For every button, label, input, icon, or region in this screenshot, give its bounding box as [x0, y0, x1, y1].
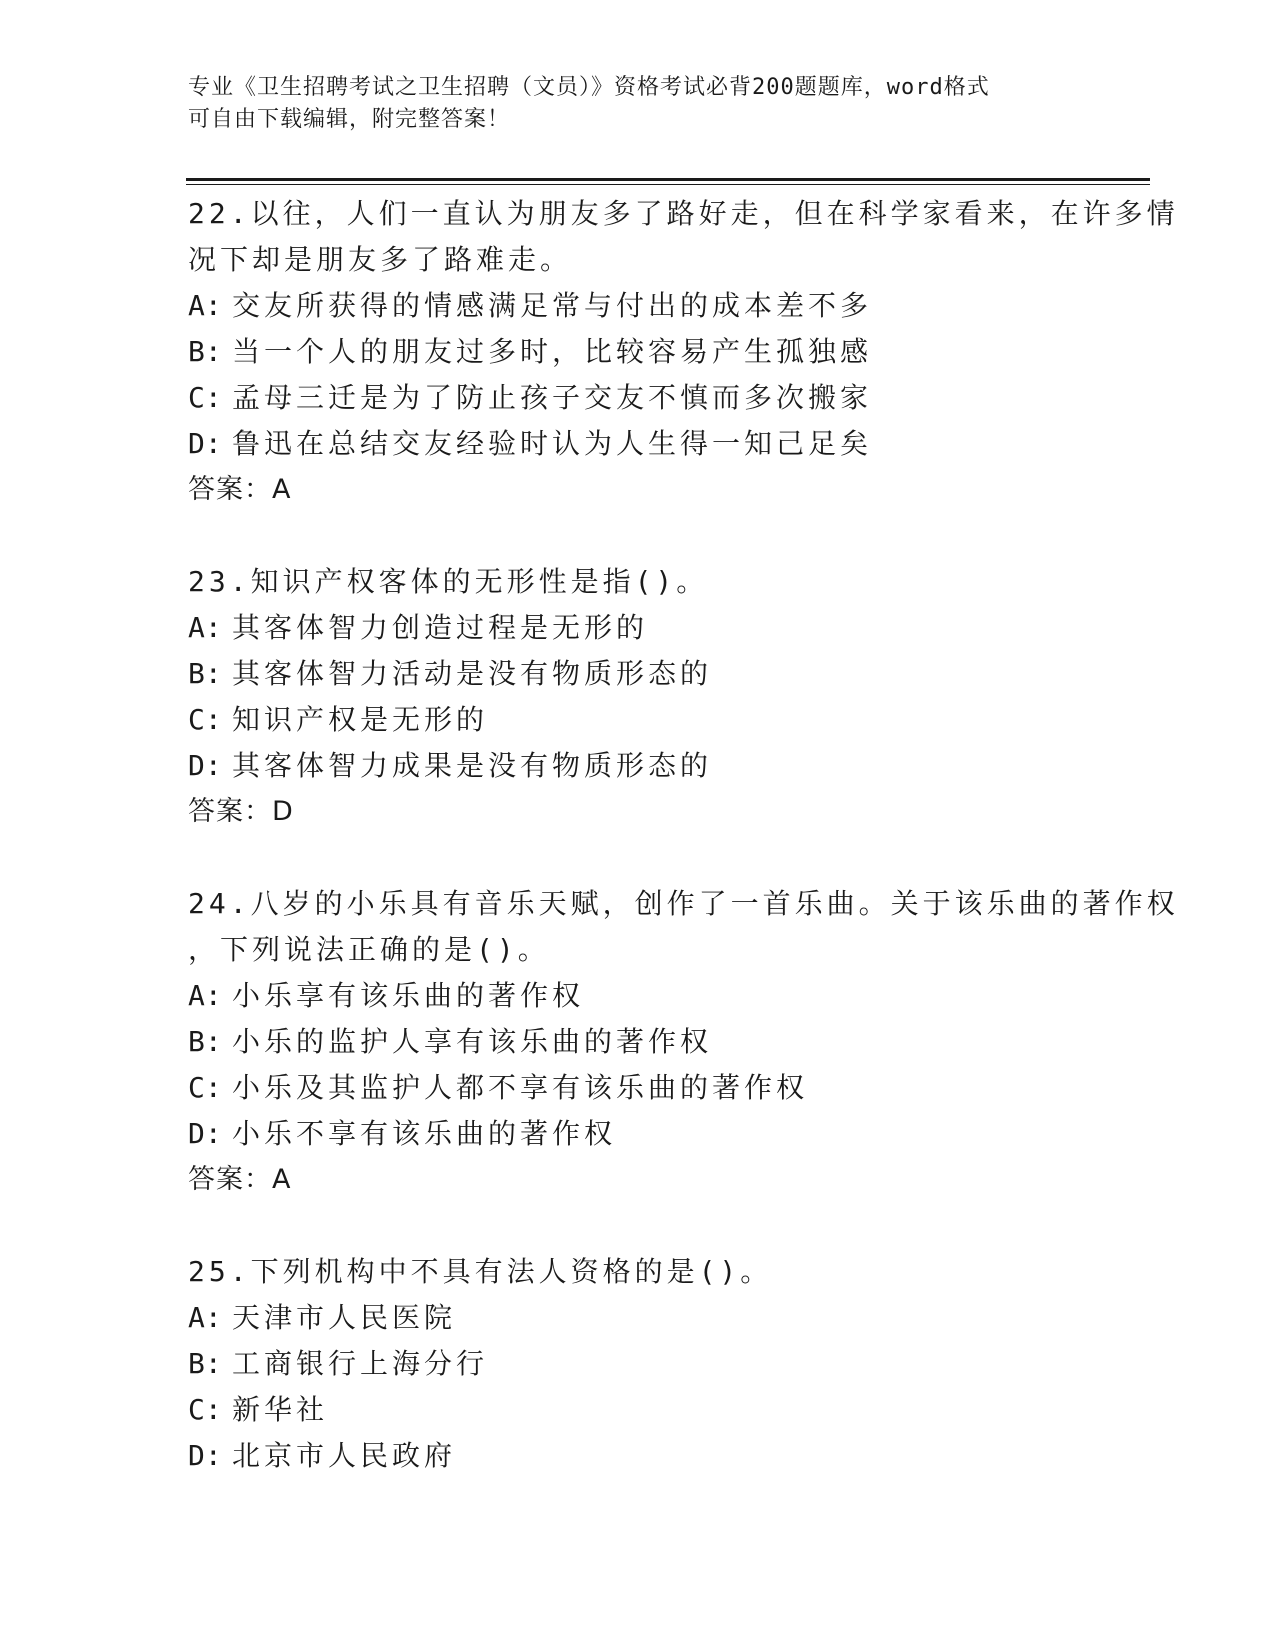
option-text: 工商银行上海分行 [232, 1347, 489, 1380]
option-c [188, 1387, 1108, 1433]
option-text: 当一个人的朋友过多时，比较容易产生孤独感 [232, 335, 873, 368]
option-letter: A: [188, 611, 222, 644]
question-stem-line: 24.八岁的小乐具有音乐天赋，创作了一首乐曲。关于该乐曲的著作权 [188, 887, 1179, 920]
option-text: 小乐不享有该乐曲的著作权 [232, 1117, 617, 1150]
option-c [188, 1065, 1108, 1111]
option-text: 其客体智力活动是没有物质形态的 [232, 657, 713, 690]
option-d [188, 743, 1108, 789]
option-letter: D: [188, 1439, 222, 1472]
option-text: 北京市人民政府 [232, 1439, 457, 1472]
option-letter: D: [188, 749, 222, 782]
option-b [188, 329, 1108, 375]
option-text: 交友所获得的情感满足常与付出的成本差不多 [232, 289, 873, 322]
option-letter: B: [188, 335, 222, 368]
option-a [188, 283, 1108, 329]
option-d [188, 1433, 1108, 1479]
option-letter: C: [188, 1393, 222, 1426]
option-text: 小乐的监护人享有该乐曲的著作权 [232, 1025, 713, 1058]
question-22 [188, 191, 1179, 513]
answer-line: 答案：A [188, 474, 292, 505]
option-letter: C: [188, 381, 222, 414]
option-a [188, 605, 1108, 651]
option-text: 小乐及其监护人都不享有该乐曲的著作权 [232, 1071, 809, 1104]
question-stem-line: ，下列说法正确的是()。 [188, 933, 550, 966]
option-a [188, 973, 1108, 1019]
option-letter: B: [188, 657, 222, 690]
option-b [188, 651, 1108, 697]
question-23 [188, 559, 1108, 835]
option-text: 其客体智力成果是没有物质形态的 [232, 749, 713, 782]
option-text: 其客体智力创造过程是无形的 [232, 611, 649, 644]
option-d [188, 421, 1108, 467]
option-text: 鲁迅在总结交友经验时认为人生得一知己足矣 [232, 427, 873, 460]
question-list [188, 191, 1179, 1525]
answer-line: 答案：D [188, 796, 294, 827]
question-stem-line: 况下却是朋友多了路难走。 [188, 243, 573, 276]
option-a [188, 1295, 1108, 1341]
option-text: 知识产权是无形的 [232, 703, 489, 736]
option-text: 小乐享有该乐曲的著作权 [232, 979, 585, 1012]
header-rule-thin [186, 184, 1150, 185]
option-letter: A: [188, 1301, 222, 1334]
option-letter: D: [188, 1117, 222, 1150]
option-letter: C: [188, 703, 222, 736]
header-title-line-2: 可自由下载编辑，附完整答案！ [188, 107, 511, 132]
option-letter: A: [188, 289, 222, 322]
option-b [188, 1341, 1108, 1387]
question-24 [188, 881, 1179, 1203]
option-text: 天津市人民医院 [232, 1301, 457, 1334]
option-d [188, 1111, 1108, 1157]
question-stem-line: 23.知识产权客体的无形性是指()。 [188, 565, 709, 598]
option-text: 新华社 [232, 1393, 329, 1426]
option-text: 孟母三迁是为了防止孩子交友不慎而多次搬家 [232, 381, 873, 414]
header-title-line-1: 专业《卫生招聘考试之卫生招聘（文员）》资格考试必背200题题库，word格式 [188, 75, 990, 100]
option-letter: C: [188, 1071, 222, 1104]
option-letter: A: [188, 979, 222, 1012]
option-letter: D: [188, 427, 222, 460]
answer-line: 答案：A [188, 1164, 292, 1195]
header-rule-thick [186, 178, 1150, 181]
question-25 [188, 1249, 1108, 1479]
option-c [188, 375, 1108, 421]
document-header [188, 72, 1088, 136]
option-c [188, 697, 1108, 743]
question-stem-line: 25.下列机构中不具有法人资格的是()。 [188, 1255, 773, 1288]
question-stem-line: 22.以往，人们一直认为朋友多了路好走，但在科学家看来，在许多情 [188, 197, 1179, 230]
option-b [188, 1019, 1108, 1065]
option-letter: B: [188, 1025, 222, 1058]
option-letter: B: [188, 1347, 222, 1380]
